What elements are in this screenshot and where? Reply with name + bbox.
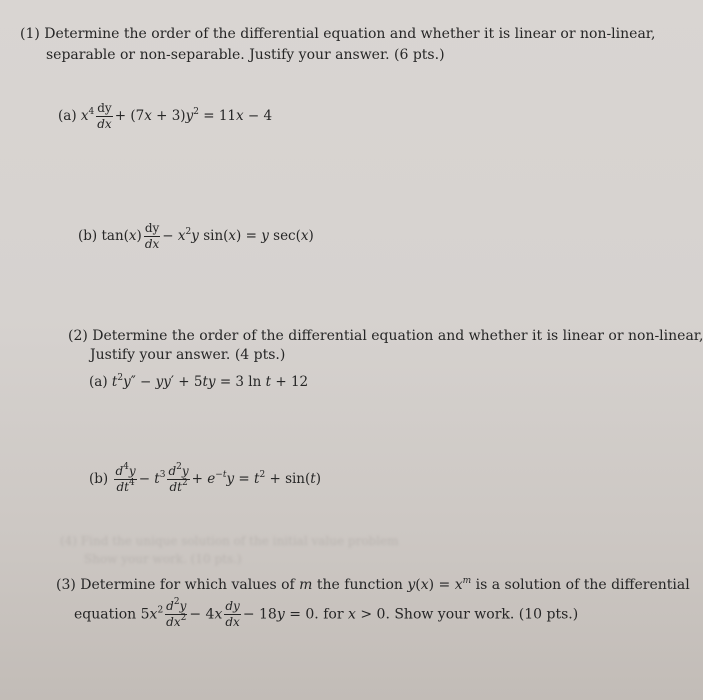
q1-prompt-line2: separable or non-separable. Justify your answer. (6 pts.) — [46, 47, 445, 63]
q1-prompt-line1: (1) Determine the order of the differential equation and whether it is linear or non-linear, — [20, 26, 656, 42]
q1a-label: (a) — [58, 108, 77, 124]
q1b-equation: (b) tan(x) $\frac{dy}{dx}$ − $x^2y$ sin(x) = y sec(x) — [78, 221, 314, 251]
q3-prompt-line2: equation $5x^2$ $\frac{d^2y}{dx^2}$ − 4x $\frac{dy}{dx}$ − 18y = 0. for x > 0. Show your work. (10 pts.) — [74, 597, 579, 629]
faint-bleed-text-2: Show your work. (10 pts.) — [84, 552, 242, 566]
q1a-equation: (a) $x^4$ $\frac{dy}{dx}$ + $(7x + 3)y^2 = 11x - 4$ — [58, 101, 273, 131]
q3-text-5: for — [323, 606, 348, 623]
q3-text-1: (3) Determine for which values of — [56, 577, 300, 593]
q1b-label: (b) — [78, 228, 98, 244]
q3-m: m — [299, 577, 313, 593]
q3-prompt-line1: (3) Determine for which values of m the function $y(x) = x^m$ is a solution of the differential — [56, 576, 690, 593]
q2b-label: (b) — [89, 471, 109, 487]
q2a-label: (a) — [89, 374, 108, 390]
q3-text-4: equation — [74, 606, 141, 623]
q3-text-2: the function — [312, 577, 408, 593]
q2-prompt-line1: (2) Determine the order of the differential equation and whether it is linear or non-linear, — [68, 328, 703, 344]
q2-prompt-line2: Justify your answer. (4 pts.) — [90, 347, 286, 363]
q3-text-6: . Show your work. (10 pts.) — [385, 606, 579, 623]
q2b-equation: (b) $\frac{d^4y}{dt^4}$ − $t^3$ $\frac{d^2y}{dt^2}$ + $e^{-t}y = t^2 + \sin(t)$ — [89, 462, 321, 494]
faint-bleed-text-1: (4) Find the unique solution of the initial value problem — [60, 534, 399, 548]
q2a-equation: (a) $t^2y'' - yy' + 5ty = 3$ ln t + 12 — [89, 373, 309, 390]
q3-text-3: is a solution of the differential — [471, 577, 690, 593]
